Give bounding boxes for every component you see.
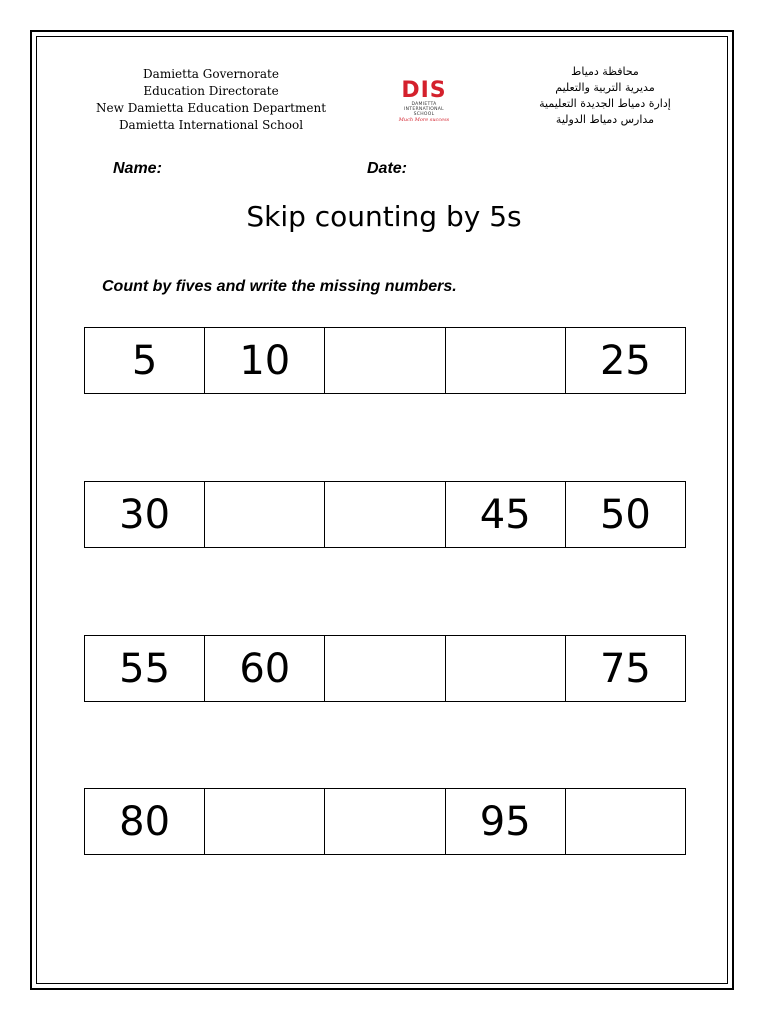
blank-cell[interactable] (325, 482, 445, 547)
blank-cell[interactable] (446, 328, 566, 393)
blank-cell[interactable] (325, 789, 445, 854)
header-arabic-school: مدارس دمياط الدولية (555, 113, 655, 126)
blank-cell[interactable] (566, 789, 685, 854)
header-governorate: Damietta Governorate (143, 67, 279, 81)
header-arabic-governorate: محافظة دمياط (571, 65, 639, 78)
header-directorate: Education Directorate (143, 84, 279, 98)
worksheet-title: Skip counting by 5s (246, 200, 522, 233)
school-logo (384, 80, 464, 130)
number-cell: 75 (599, 645, 651, 692)
blank-cell[interactable] (446, 636, 566, 701)
header-arabic-directorate: مديرية التربية والتعليم (555, 81, 655, 94)
logo-mark: DIS (401, 78, 447, 103)
logo-sub-2: INTERNATIONAL (404, 107, 444, 112)
number-row-4 (84, 788, 686, 855)
name-label: Name: (113, 160, 162, 177)
number-cell: 30 (85, 482, 205, 547)
number-cell: 5 (85, 328, 205, 393)
blank-cell[interactable] (205, 482, 325, 547)
blank-cell[interactable] (325, 636, 445, 701)
number-row-2 (84, 481, 686, 548)
number-row-1 (84, 327, 686, 394)
header-english (96, 66, 326, 134)
number-row-3 (84, 635, 686, 702)
number-cell: 50 (599, 491, 651, 538)
worksheet-instruction: Count by fives and write the missing numbers. (102, 278, 457, 295)
number-cell: 60 (205, 636, 325, 701)
number-cell: 10 (205, 328, 325, 393)
header-school: Damietta International School (118, 118, 304, 132)
header-arabic-department: إدارة دمياط الجديدة التعليمية (539, 97, 671, 110)
number-cell: 25 (599, 337, 651, 384)
number-cell: 55 (85, 636, 205, 701)
number-cell: 95 (446, 789, 566, 854)
logo-sub-3: SCHOOL (413, 112, 435, 117)
logo-sub-1: DAMIETTA (411, 102, 437, 107)
header-arabic (515, 64, 695, 128)
blank-cell[interactable] (205, 789, 325, 854)
blank-cell[interactable] (325, 328, 445, 393)
number-cell: 80 (85, 789, 205, 854)
logo-tagline: Much More success (398, 117, 450, 123)
date-label: Date: (367, 160, 408, 177)
header-department: New Damietta Education Department (96, 101, 327, 115)
number-cell: 45 (446, 482, 566, 547)
